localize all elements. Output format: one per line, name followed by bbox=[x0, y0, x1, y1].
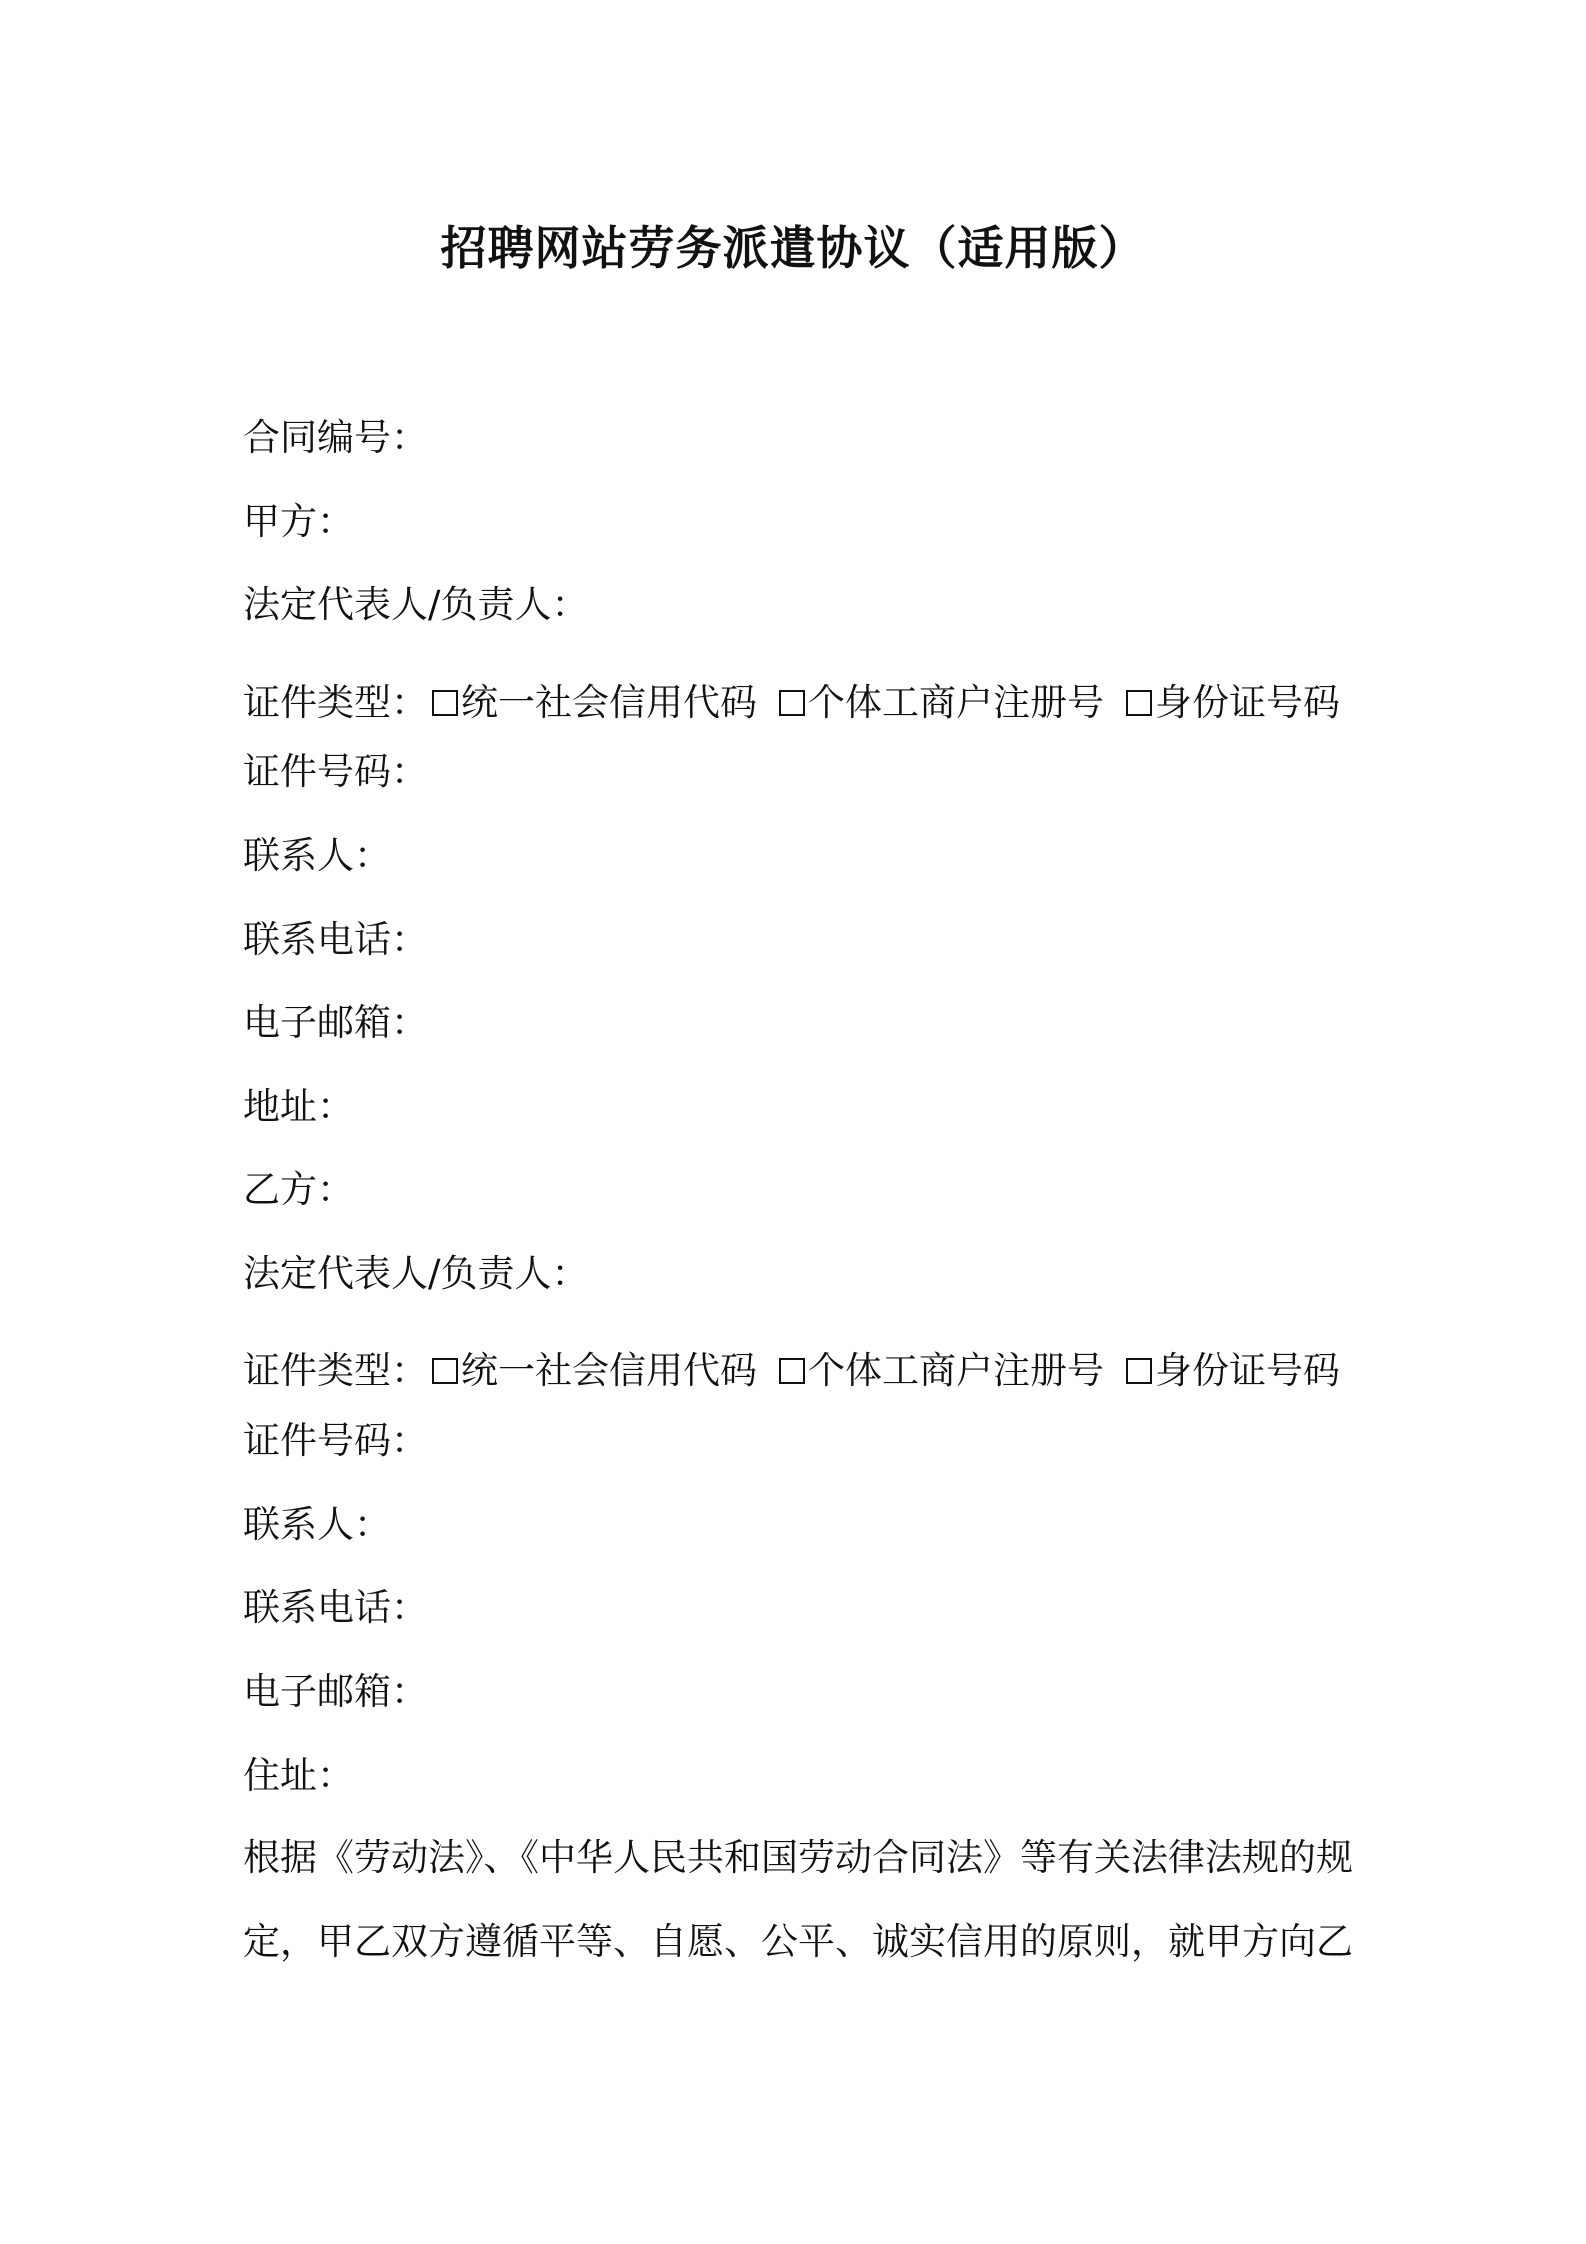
cert-option-label: 统一社会信用代码 bbox=[461, 1349, 757, 1393]
party-a-cert-option-id-card[interactable] bbox=[1126, 675, 1340, 731]
party-a-contact-field: 联系人： bbox=[243, 833, 391, 877]
party-b-cert-type-field bbox=[243, 1330, 1353, 1414]
party-a-cert-option-business-reg[interactable] bbox=[779, 675, 1104, 731]
party-b-cert-number-field: 证件号码： bbox=[243, 1419, 428, 1463]
party-a-field: 甲方： bbox=[243, 499, 354, 543]
contract-number-field: 合同编号： bbox=[243, 416, 428, 459]
cert-option-label: 身份证号码 bbox=[1155, 680, 1340, 724]
party-a-phone-field: 联系电话： bbox=[243, 917, 428, 961]
cert-option-label: 个体工商户注册号 bbox=[808, 1349, 1104, 1393]
party-a-cert-type-field bbox=[243, 661, 1353, 745]
preamble-line: 定，甲乙双方遵循平等、自愿、公平、诚实信用的原则，就甲方向乙 bbox=[243, 1920, 1353, 1963]
party-info-fields bbox=[243, 410, 1353, 1831]
checkbox-icon[interactable] bbox=[1126, 1358, 1152, 1384]
cert-option-label: 统一社会信用代码 bbox=[461, 680, 757, 724]
party-b-cert-option-id-card[interactable] bbox=[1126, 1343, 1340, 1399]
preamble-paragraph bbox=[243, 1830, 1353, 1998]
party-b-email-field: 电子邮箱： bbox=[243, 1669, 428, 1713]
party-b-legal-rep-field: 法定代表人/负责人： bbox=[243, 1251, 589, 1295]
party-b-contact-field: 联系人： bbox=[243, 1502, 391, 1546]
party-b-cert-option-credit-code[interactable] bbox=[432, 1343, 757, 1399]
party-a-cert-option-credit-code[interactable] bbox=[432, 675, 757, 731]
preamble-line: 根据《劳动法》、《中华人民共和国劳动合同法》等有关法律法规的规 bbox=[243, 1836, 1353, 1879]
party-b-phone-field: 联系电话： bbox=[243, 1586, 428, 1630]
cert-option-label: 身份证号码 bbox=[1155, 1349, 1340, 1393]
party-a-legal-rep-field: 法定代表人/负责人： bbox=[243, 583, 589, 627]
cert-option-label: 个体工商户注册号 bbox=[808, 680, 1104, 724]
party-b-field: 乙方： bbox=[243, 1168, 354, 1212]
party-b-cert-option-business-reg[interactable] bbox=[779, 1343, 1104, 1399]
cert-type-label: 证件类型： bbox=[243, 680, 428, 724]
checkbox-icon[interactable] bbox=[779, 690, 805, 716]
document-title: 招聘网站劳务派遣协议（适用版） bbox=[440, 221, 1146, 275]
party-a-email-field: 电子邮箱： bbox=[243, 1001, 428, 1045]
party-a-cert-number-field: 证件号码： bbox=[243, 750, 428, 794]
checkbox-icon[interactable] bbox=[1126, 690, 1152, 716]
checkbox-icon[interactable] bbox=[432, 1358, 458, 1384]
cert-type-label: 证件类型： bbox=[243, 1349, 428, 1393]
checkbox-icon[interactable] bbox=[432, 690, 458, 716]
checkbox-icon[interactable] bbox=[779, 1358, 805, 1384]
party-b-address-field: 住址： bbox=[243, 1753, 354, 1797]
party-a-address-field: 地址： bbox=[243, 1084, 354, 1128]
